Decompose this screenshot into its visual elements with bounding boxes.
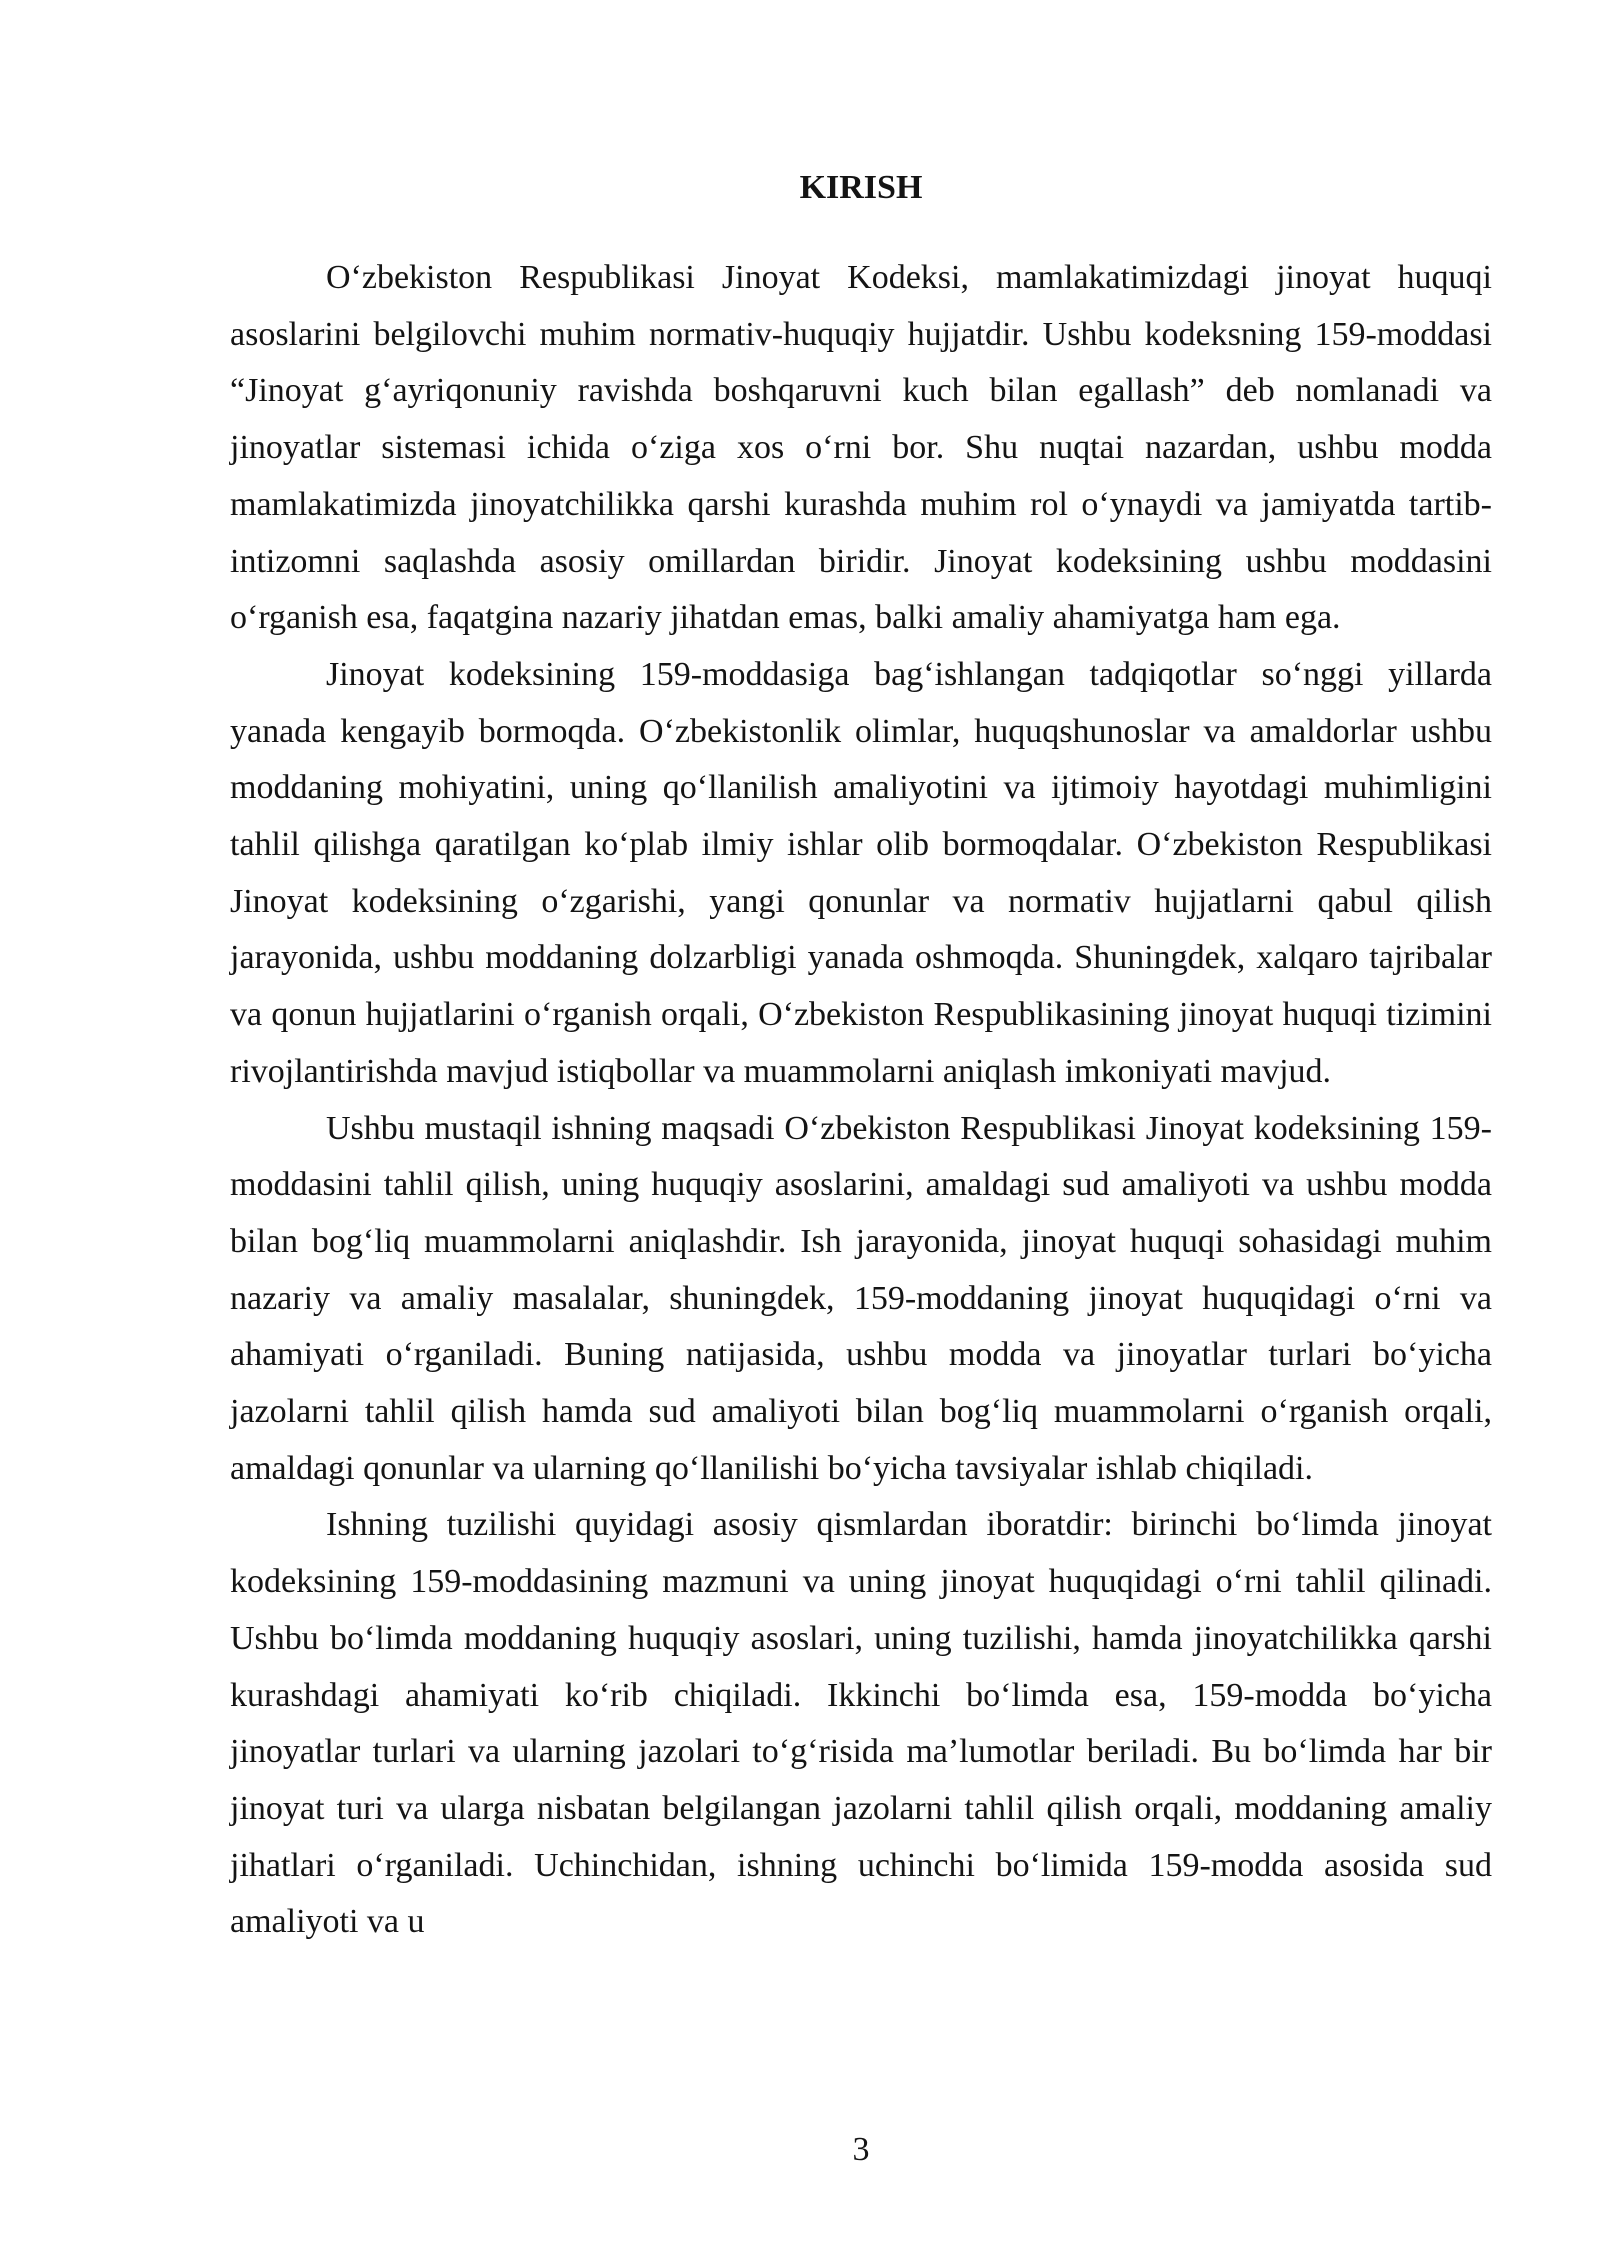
page-number: 3: [852, 2131, 870, 2168]
body-text: [230, 250, 1492, 1951]
paragraph-intro: O‘zbekiston Respublikasi Jinoyat Kodeksi, mamlakatimizdagi jinoyat huquqi asoslarini belgilovchi muhim normativ-huquqiy hujjatdir. Ushbu kodeksning 159-moddasi “Jinoyat g‘ayriqonuniy ravishda boshqaruvni kuch bilan egallash” deb nomlanadi va jinoyatlar sistemasi ichida o‘ziga xos o‘rni bor. Shu nuqtai nazardan, ushbu modda mamlakatimizda jinoyatchilikka qarshi kurashda muhim rol o‘ynaydi va jamiyatda tartib-intizomni saqlashda asosiy omillardan biridir. Jinoyat kodeksining ushbu moddasini o‘rganish esa, faqatgina nazariy jihatdan emas, balki amaliy ahamiyatga ham ega.: [230, 259, 1492, 637]
paragraph-structure: Ishning tuzilishi quyidagi asosiy qismlardan iboratdir: birinchi bo‘limda jinoyat kodeksining 159-moddasining mazmuni va uning jinoyat huquqidagi o‘rni tahlil qilinadi. Ushbu bo‘limda moddaning huquqiy asoslari, uning tuzilishi, hamda jinoyatchilikka qarshi kurashdagi ahamiyati ko‘rib chiqiladi. Ikkinchi bo‘limda esa, 159-modda bo‘yicha jinoyatlar turlari va ularning jazolari to‘g‘risida ma’lumotlar beriladi. Bu bo‘limda har bir jinoyat turi va ularga nisbatan belgilangan jazolarni tahlil qilish orqali, moddaning amaliy jihatlari o‘rganiladi. Uchinchidan, ishning uchinchi bo‘limida 159-modda asosida sud amaliyoti va u: [230, 1506, 1492, 1941]
paragraph-purpose: Ushbu mustaqil ishning maqsadi O‘zbekiston Respublikasi Jinoyat kodeksining 159-moddasini tahlil qilish, uning huquqiy asoslarini, amaldagi sud amaliyoti va ushbu modda bilan bog‘liq muammolarni aniqlashdir. Ish jarayonida, jinoyat huquqi sohasidagi muhim nazariy va amaliy masalalar, shuningdek, 159-moddaning jinoyat huquqidagi o‘rni va ahamiyati o‘rganiladi. Buning natijasida, ushbu modda va jinoyatlar turlari bo‘yicha jazolarni tahlil qilish hamda sud amaliyoti bilan bog‘liq muammolarni o‘rganish orqali, amaldagi qonunlar va ularning qo‘llanilishi bo‘yicha tavsiyalar ishlab chiqiladi.: [230, 1109, 1492, 1487]
paragraph-research: Jinoyat kodeksining 159-moddasiga bag‘ishlangan tadqiqotlar so‘nggi yillarda yanada kengayib bormoqda. O‘zbekistonlik olimlar, huquqshunoslar va amaldorlar ushbu moddaning mohiyatini, uning qo‘llanilish amaliyotini va ijtimoiy hayotdagi muhimligini tahlil qilishga qaratilgan ko‘plab ilmiy ishlar olib bormoqdalar. O‘zbekiston Respublikasi Jinoyat kodeksining o‘zgarishi, yangi qonunlar va normativ hujjatlarni qabul qilish jarayonida, ushbu moddaning dolzarbligi yanada oshmoqda. Shuningdek, xalqaro tajribalar va qonun hujjatlarini o‘rganish orqali, O‘zbekiston Respublikasining jinoyat huquqi tizimini rivojlantirishda mavjud istiqbollar va muammolarni aniqlash imkoniyati mavjud.: [230, 655, 1492, 1090]
page-heading: KIRISH: [799, 169, 923, 206]
